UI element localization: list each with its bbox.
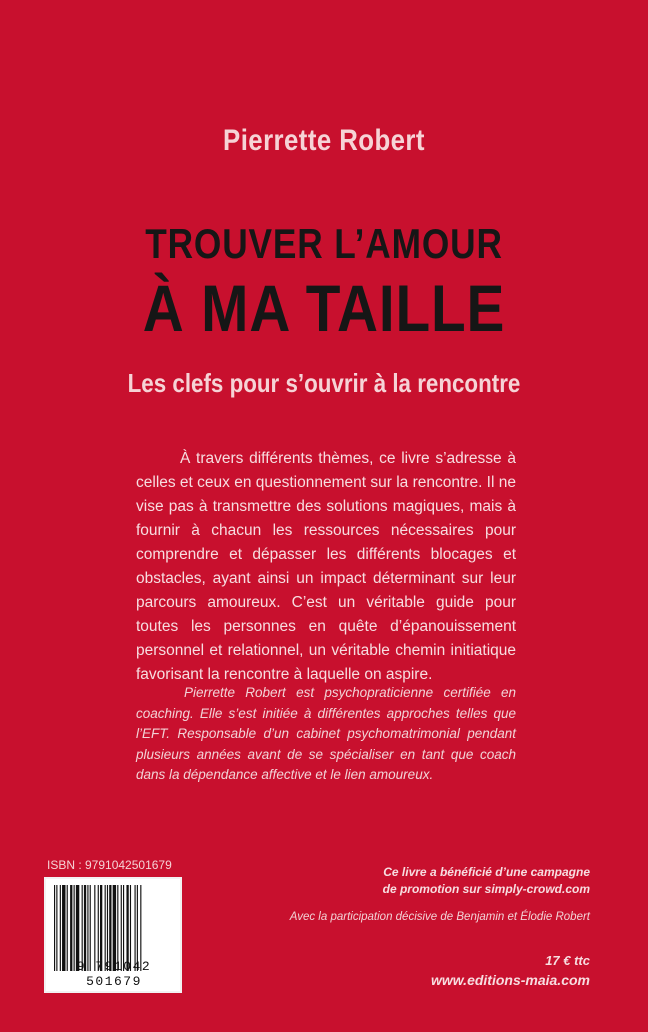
campaign-note xyxy=(290,864,590,897)
price: 17 € ttc xyxy=(545,953,590,968)
campaign-line-2: de promotion sur simply-crowd.com xyxy=(382,881,590,896)
isbn-label: ISBN : 9791042501679 xyxy=(47,858,172,872)
title-line-1: TROUVER L’AMOUR xyxy=(145,220,503,267)
author-name: Pierrette Robert xyxy=(223,124,425,157)
title-line-2: À MA TAILLE xyxy=(142,271,506,345)
barcode xyxy=(44,877,182,993)
subtitle: Les clefs pour s’ouvrir à la rencontre xyxy=(127,368,521,398)
participation-note: Avec la participation décisive de Benjamin et Élodie Robert xyxy=(289,911,590,923)
author-bio: Pierrette Robert est psychopraticienne certifiée en coaching. Elle s’est initiée à différentes approches telles que l’EFT. Responsable d’un cabinet psychomatrimonial pendant plusieurs années avant de se spécialiser en tant que coach dans la dépendance affective et le lien amoureux. xyxy=(136,685,516,782)
barcode-digits: 9 791042 501679 xyxy=(76,959,152,989)
publisher-website: www.editions-maia.com xyxy=(431,972,590,988)
campaign-line-1: Ce livre a bénéficié d’une campagne xyxy=(383,865,590,879)
book-summary: À travers différents thèmes, ce livre s’adresse à celles et ceux en questionnement sur la rencontre. Il ne vise pas à transmettre des solutions magiques, mais à fournir à chacun les ressources nécessaires pour comprendre et dépasser les différents blocages et obstacles, ayant ainsi un impact déterminant sur leur parcours amoureux. C’est un véritable guide pour toutes les personnes en quête d’épanouissement personnel et relationnel, un véritable chemin initiatique favorisant la rencontre à laquelle on aspire. xyxy=(136,450,516,683)
